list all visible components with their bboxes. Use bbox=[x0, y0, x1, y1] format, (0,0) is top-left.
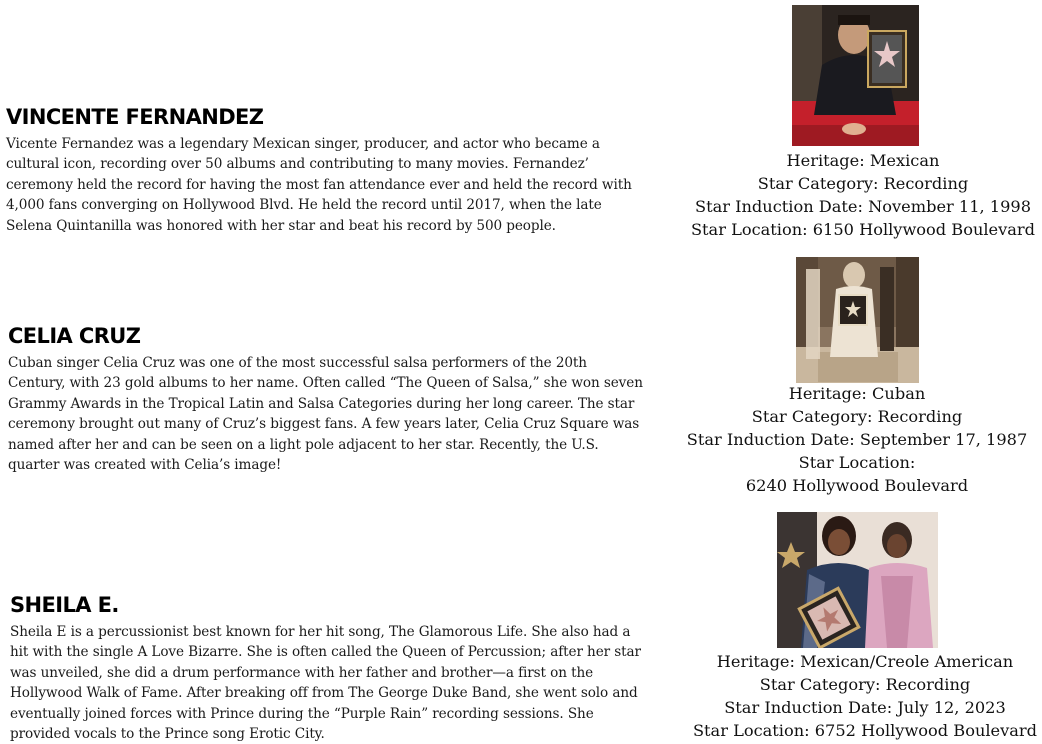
star-category: Star Category: Recording bbox=[759, 675, 971, 694]
vincente-fernandez-photo bbox=[792, 5, 919, 146]
entry-celia-cruz bbox=[8, 323, 668, 475]
heritage: Heritage: Mexican bbox=[786, 151, 940, 170]
heritage: Heritage: Mexican/Creole American bbox=[716, 652, 1014, 671]
celia-cruz-info bbox=[680, 382, 1034, 497]
entry-bio: Sheila E is a percussionist best known for her hit song, The Glamorous Life. She also had a hit with the single A Love Bizarre. She is often called the Queen of Percussion; after her star was unveiled, she did a drum performance with her father and brother—a first on the Hollywood Walk of Fame. After breaking off from The George Duke Band, she went solo and eventually joined forces with Prince during the “Purple Rain” recording sessions. She provided vocals to the Prince song Erotic City. bbox=[10, 624, 641, 743]
entry-title: SHEILA E. bbox=[10, 593, 119, 617]
induction-date: Star Induction Date: November 11, 1998 bbox=[694, 197, 1031, 216]
entry-bio: Cuban singer Celia Cruz was one of the most successful salsa performers of the 20th Century, with 23 gold albums to her name. Often called “The Queen of Salsa,” she won seven Grammy Awards in the Tropical Latin and Salsa Categories during her long career. The star ceremony brought out many of Cruz’s biggest fans. A few years later, Celia Cruz Square was named after her and can be seen on a light pole adjacent to her star. Recently, the U.S. quarter was created with Celia’s image! bbox=[8, 355, 643, 474]
star-category: Star Category: Recording bbox=[757, 174, 969, 193]
entry-title: CELIA CRUZ bbox=[8, 324, 141, 348]
vincente-fernandez-info bbox=[680, 149, 1042, 241]
star-location-address: 6240 Hollywood Boulevard bbox=[745, 476, 969, 495]
star-category: Star Category: Recording bbox=[751, 407, 963, 426]
entry-sheila-e bbox=[10, 592, 670, 744]
entry-title: VINCENTE FERNANDEZ bbox=[6, 105, 264, 129]
sheila-e-info bbox=[690, 650, 1040, 742]
sheila-e-photo bbox=[777, 512, 938, 648]
star-location: Star Location: 6150 Hollywood Boulevard bbox=[690, 220, 1036, 239]
entry-vincente-fernandez bbox=[6, 104, 666, 236]
celia-cruz-photo bbox=[796, 257, 919, 383]
star-location-label: Star Location: bbox=[798, 453, 916, 472]
induction-date: Star Induction Date: July 12, 2023 bbox=[724, 698, 1006, 717]
entry-bio: Vicente Fernandez was a legendary Mexican singer, producer, and actor who became a cultural icon, recording over 50 albums and contributing to many movies. Fernandez’ ceremony held the record for having the most fan attendance ever and held the record with 4,000 fans converging on Hollywood Blvd. He held the record until 2017, when the late Selena Quintanilla was honored with her star and beat his record by 500 people. bbox=[6, 136, 632, 234]
star-location: Star Location: 6752 Hollywood Boulevard bbox=[692, 721, 1038, 740]
heritage: Heritage: Cuban bbox=[788, 384, 926, 403]
induction-date: Star Induction Date: September 17, 1987 bbox=[686, 430, 1028, 449]
